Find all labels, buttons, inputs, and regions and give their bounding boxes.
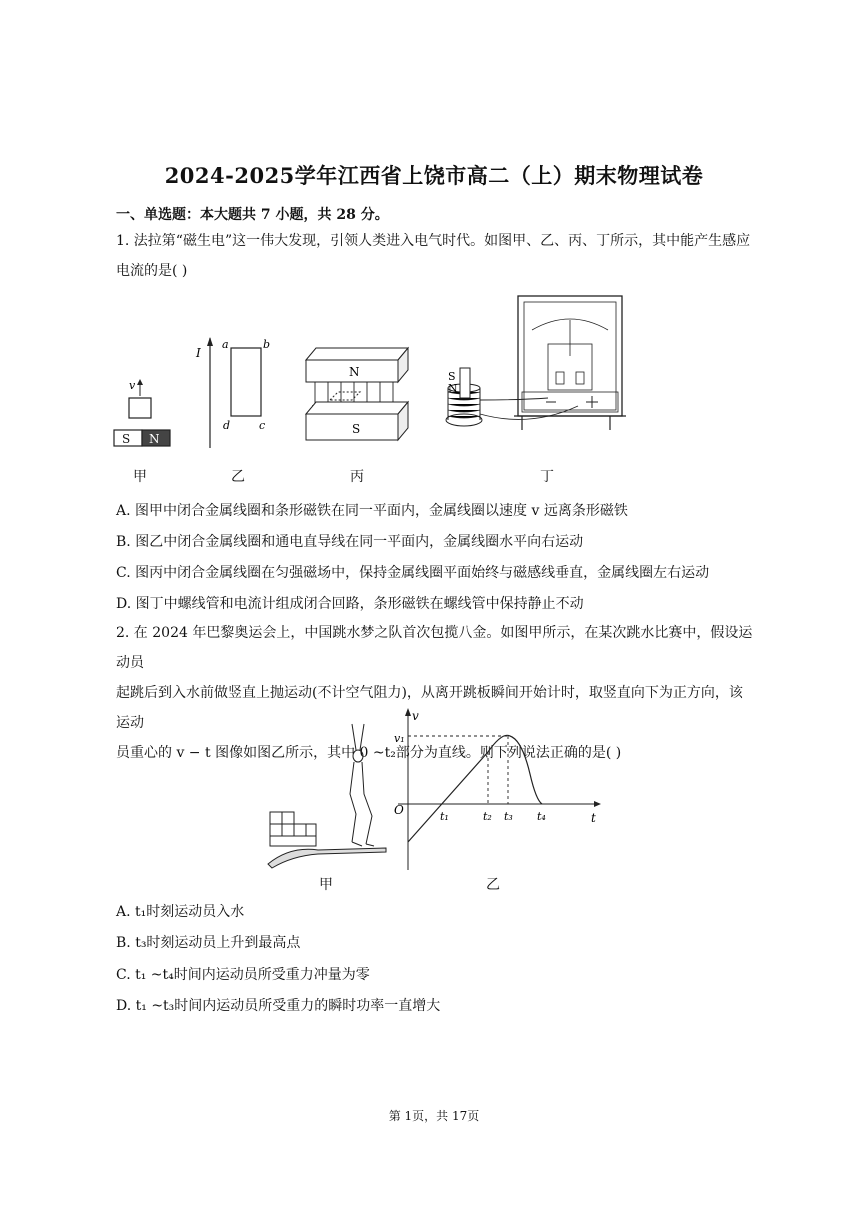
graph-t4-label: t₄ [537, 810, 546, 823]
fig-jia-n-label: N [149, 432, 160, 446]
q1-option-c: C. 图丙中闭合金属线圈在匀强磁场中，保持金属线圈平面始终与磁感线垂直，金属线圈左右运动 [116, 565, 710, 581]
q1-figures [0, 288, 868, 488]
q2-option-a: A. t₁时刻运动员入水 [116, 904, 245, 920]
q2-stem-line3: 员重心的 v − t 图像如图乙所示，其中 0 ~t₂部分为直线。则下列说法正确的是( ) [116, 745, 622, 761]
graph-t2-label: t₂ [483, 810, 492, 823]
graph-t-axis-label: t [591, 811, 596, 825]
q1-option-a: A. 图甲中闭合金属线圈和条形磁铁在同一平面内，金属线圈以速度 v 远离条形磁铁 [116, 503, 628, 519]
fig-ding-n-label: N [448, 382, 458, 395]
page-footer: 第 1页，共 17页 [388, 1109, 480, 1123]
fig-yi-diagram [195, 337, 270, 448]
page-title: 2024-2025学年江西省上饶市高二（上）期末物理试卷 [164, 163, 704, 188]
fig-bing-diagram [306, 348, 408, 440]
fig-yi-b-label: b [263, 338, 271, 351]
q1-fig-label-bing: 丙 [350, 469, 364, 485]
graph-t3-label: t₃ [504, 810, 513, 823]
q1-stem-line1: 1. 法拉第“磁生电”这一伟大发现，引领人类进入电气时代。如图甲、乙、丙、丁所示，其中能产生感应 [116, 233, 751, 249]
fig-yi-a-label: a [222, 338, 229, 351]
q2-option-b: B. t₃时刻运动员上升到最高点 [116, 935, 301, 951]
fig-yi-i-label: I [196, 346, 201, 360]
q1-option-b: B. 图乙中闭合金属线圈和通电直导线在同一平面内，金属线圈水平向右运动 [116, 534, 584, 550]
fig-jia-v-label: v [129, 379, 136, 392]
q2-fig-label-jia: 甲 [319, 877, 333, 893]
fig-diver-diagram [268, 724, 386, 868]
q2-stem-line2: 起跳后到入水前做竖直上抛运动(不计空气阻力)，从离开跳板瞬间开始计时，取竖直向下为正方向，该运动 [116, 685, 743, 731]
graph-v-axis-label: v [412, 709, 419, 723]
q1-fig-label-ding: 丁 [540, 469, 554, 485]
vt-graph [394, 708, 601, 870]
q2-option-c: C. t₁ ~t₄时间内运动员所受重力冲量为零 [116, 967, 370, 983]
section-heading: 一、单选题：本大题共 7 小题，共 28 分。 [116, 207, 389, 223]
fig-bing-n-label: N [349, 365, 360, 379]
fig-ding-diagram [446, 296, 626, 430]
q2-figures [0, 704, 868, 874]
fig-yi-d-label: d [223, 419, 231, 432]
q1-stem [116, 226, 756, 286]
q2-stem-line1: 2. 在 2024 年巴黎奥运会上，中国跳水梦之队首次包揽八金。如图甲所示，在某次跳水比赛中，假设运动员 [116, 625, 753, 671]
fig-ding-s-label: S [448, 370, 456, 383]
graph-t1-label: t₁ [440, 810, 449, 823]
fig-jia-s-label: S [122, 432, 131, 446]
q2-fig-label-yi: 乙 [486, 877, 500, 893]
fig-jia-diagram [114, 379, 170, 446]
fig-bing-s-label: S [352, 422, 361, 436]
graph-v1-label: v₁ [394, 732, 405, 745]
q2-option-d: D. t₁ ~t₃时间内运动员所受重力的瞬时功率一直增大 [116, 998, 441, 1014]
q1-fig-label-jia: 甲 [133, 469, 147, 485]
q1-option-d: D. 图丁中螺线管和电流计组成闭合回路，条形磁铁在螺线管中保持静止不动 [116, 596, 584, 612]
q1-fig-label-yi: 乙 [231, 469, 245, 485]
fig-yi-c-label: c [259, 419, 266, 432]
graph-origin-label: O [394, 803, 404, 817]
q1-stem-line2: 电流的是( ) [116, 263, 188, 279]
